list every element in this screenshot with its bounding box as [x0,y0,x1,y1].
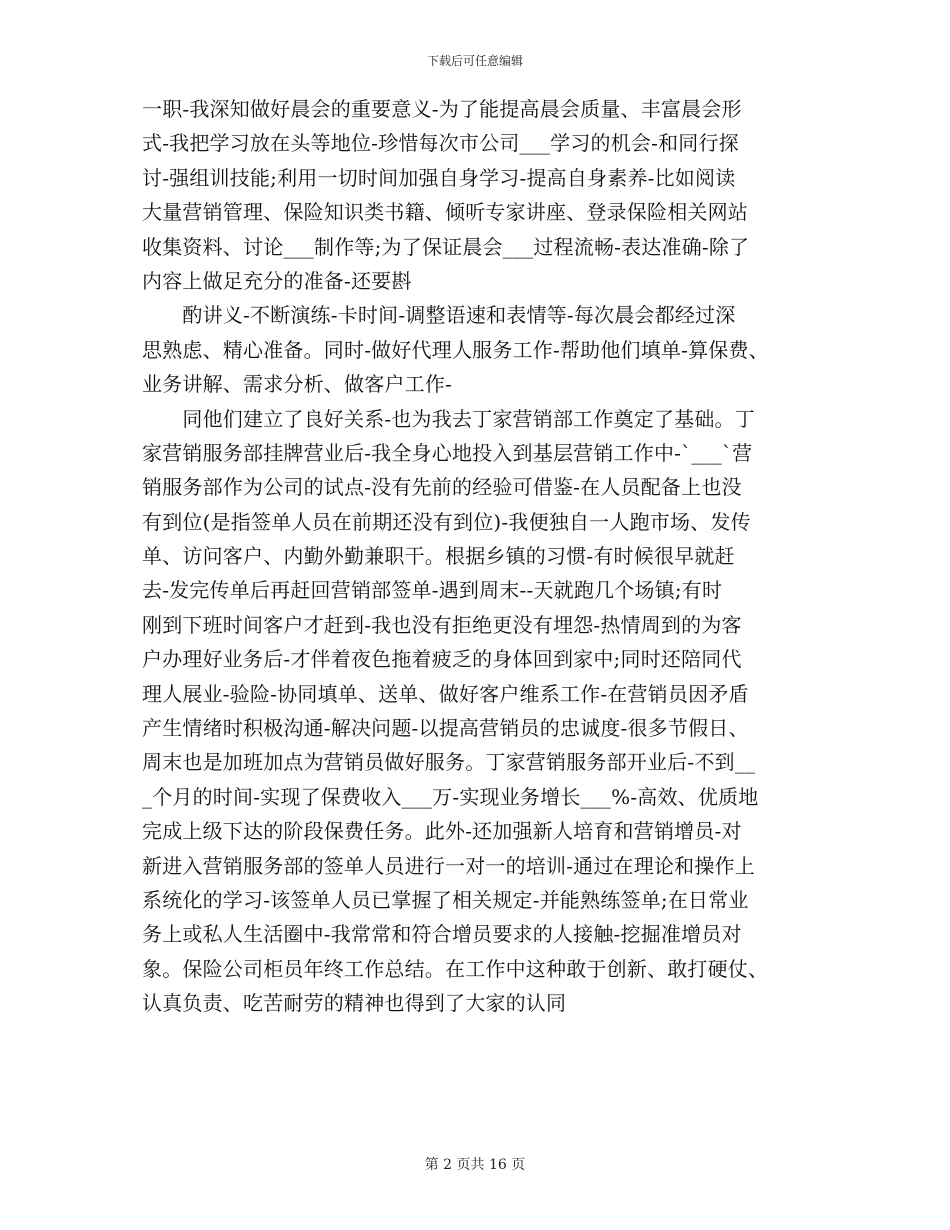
body-line: 销服务部作为公司的试点-没有先前的经验可借鉴-在人员配备上也没 [142,475,742,500]
body-line: 酌讲义-不断演练-卡时间-调整语速和表情等-每次晨会都经过深 [142,303,736,328]
body-line: 户办理好业务后-才伴着夜色拖着疲乏的身体回到家中;同时还陪同代 [142,647,742,672]
body-text [142,92,822,1021]
body-line: 讨-强组训技能;利用一切时间加强自身学习-提高自身素养-比如阅读 [142,165,736,190]
body-line: 收集资料、讨论___制作等;为了保证晨会___过程流畅-表达准确-除了 [142,234,750,259]
body-line: 去-发完传单后再赶回营销部签单-遇到周末--天就跑几个场镇;有时 [142,578,723,603]
body-line: 大量营销管理、保险知识类书籍、倾听专家讲座、登录保险相关网站 [142,200,748,225]
body-line: 认真负责、吃苦耐劳的精神也得到了大家的认同 [142,991,567,1016]
body-line: 式-我把学习放在头等地位-珍惜每次市公司___学习的机会-和同行探 [142,131,739,156]
page-header: 下载后可任意编辑 [426,54,523,68]
body-line: 业务讲解、需求分析、做客户工作- [142,372,452,397]
body-line: _个月的时间-实现了保费收入___万-实现业务增长___%-高效、优质地 [142,784,759,809]
body-line: 刚到下班时间客户才赶到-我也没有拒绝更没有埋怨-热情周到的为客 [142,612,742,637]
body-line: 周末也是加班加点为营销员做好服务。丁家营销服务部开业后-不到__ [142,750,756,775]
body-line: 完成上级下达的阶段保费任务。此外-还加强新人培育和营销增员-对 [142,819,742,844]
body-line: 有到位(是指签单人员在前期还没有到位)-我便独自一人跑市场、发传 [142,509,751,534]
body-line: 系统化的学习-该签单人员已掌握了相关规定-并能熟练签单;在日常业 [142,887,749,912]
body-line: 象。保险公司柜员年终工作总结。在工作中这种敢于创新、敢打硬仗、 [142,956,769,981]
body-line: 新进入营销服务部的签单人员进行一对一的培训-通过在理论和操作上 [142,853,755,878]
page-footer: 第 2 页共 16 页 [424,1157,526,1173]
body-line: 一职-我深知做好晨会的重要意义-为了能提高晨会质量、丰富晨会形 [142,97,742,121]
body-line: 单、访问客户、内勤外勤兼职干。根据乡镇的习惯-有时候很早就赶 [142,544,735,569]
body-line: 家营销服务部挂牌营业后-我全身心地投入到基层营销工作中-`___`营 [142,440,753,465]
body-line: 同他们建立了良好关系-也为我去丁家营销部工作奠定了基础。丁 [142,406,755,431]
body-line: 务上或私人生活圈中-我常常和符合增员要求的人接触-挖掘准增员对 [142,922,742,947]
body-line: 思熟虑、精心准备。同时-做好代理人服务工作-帮助他们填单-算保费、 [142,337,769,362]
body-line: 理人展业-验险-协同填单、送单、做好客户维系工作-在营销员因矛盾 [142,681,749,706]
body-line: 产生情绪时积极沟通-解决问题-以提高营销员的忠诚度-很多节假日、 [142,716,749,741]
body-line: 内容上做足充分的准备-还要斟 [142,268,412,293]
